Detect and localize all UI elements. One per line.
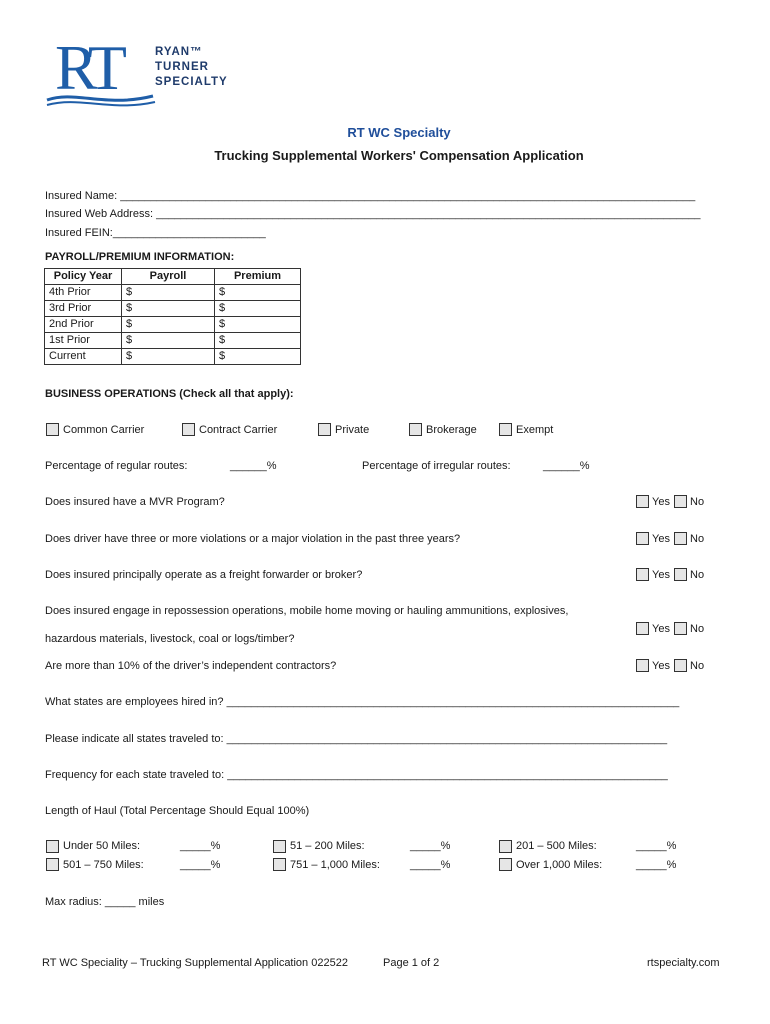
no-label: No [690, 569, 705, 581]
201-500-label: 201 – 500 Miles: [516, 840, 597, 852]
premium-cell[interactable]: $ [215, 349, 301, 365]
contractors-no-checkbox[interactable] [674, 659, 687, 672]
under-50-label: Under 50 Miles: [63, 840, 141, 852]
private-label: Private [335, 424, 370, 436]
policy-year-cell: 3rd Prior [45, 301, 122, 317]
yes-label: Yes [652, 623, 670, 635]
51-200-checkbox[interactable] [273, 840, 286, 853]
header-payroll: Payroll [122, 269, 215, 285]
footer-website: rtspecialty.com [647, 957, 720, 969]
common-carrier-checkbox[interactable] [46, 423, 59, 436]
violations-no-checkbox[interactable] [674, 532, 687, 545]
payroll-table [44, 268, 301, 365]
table-row [45, 285, 301, 301]
payroll-cell[interactable]: $ [122, 349, 215, 365]
question-contractors: Are more than 10% of the driver’s independent contractors? [45, 660, 337, 672]
operations-heading: BUSINESS OPERATIONS (Check all that apply): [45, 388, 294, 400]
logo-line-1: RYAN™ [155, 46, 203, 58]
header-premium: Premium [215, 269, 301, 285]
payroll-cell[interactable]: $ [122, 285, 215, 301]
question-hazardous-line1: Does insured engage in repossession operations, mobile home moving or hauling ammunitions, explosives, [45, 605, 569, 617]
policy-year-cell: 4th Prior [45, 285, 122, 301]
mvr-no-checkbox[interactable] [674, 495, 687, 508]
regular-routes-label: Percentage of regular routes: [45, 460, 188, 472]
footer-page-number: Page 1 of 2 [383, 957, 440, 969]
logo-line-3: SPECIALTY [155, 76, 228, 88]
irregular-routes-field[interactable]: ______% [543, 460, 590, 472]
common-carrier-label: Common Carrier [63, 424, 145, 436]
table-row [45, 317, 301, 333]
exempt-checkbox[interactable] [499, 423, 512, 436]
brokerage-label: Brokerage [426, 424, 477, 436]
yes-label: Yes [652, 660, 670, 672]
payroll-header-row [45, 269, 301, 285]
751-1000-label: 751 – 1,000 Miles: [290, 859, 380, 871]
policy-year-cell: 1st Prior [45, 333, 122, 349]
201-500-checkbox[interactable] [499, 840, 512, 853]
question-mvr: Does insured have a MVR Program? [45, 496, 225, 508]
501-750-label: 501 – 750 Miles: [63, 859, 144, 871]
question-hazardous-line2: hazardous materials, livestock, coal or logs/timber? [45, 633, 295, 645]
states-hired-field[interactable]: What states are employees hired in? __________________________________________________________________________ [45, 696, 680, 708]
table-row [45, 301, 301, 317]
yes-label: Yes [652, 569, 670, 581]
501-750-field[interactable]: _____% [180, 859, 221, 871]
regular-routes-field[interactable]: ______% [230, 460, 277, 472]
premium-cell[interactable]: $ [215, 317, 301, 333]
premium-cell[interactable]: $ [215, 285, 301, 301]
logo-line-2: TURNER [155, 61, 209, 73]
no-label: No [690, 496, 705, 508]
question-freight-forwarder: Does insured principally operate as a freight forwarder or broker? [45, 569, 363, 581]
footer-form-id: RT WC Speciality – Trucking Supplemental Application 022522 [42, 957, 348, 969]
under-50-field[interactable]: _____% [180, 840, 221, 852]
over-1000-checkbox[interactable] [499, 858, 512, 871]
over-1000-field[interactable]: _____% [636, 859, 677, 871]
no-label: No [690, 660, 705, 672]
exempt-label: Exempt [516, 424, 554, 436]
751-1000-field[interactable]: _____% [410, 859, 451, 871]
501-750-checkbox[interactable] [46, 858, 59, 871]
header-policy-year: Policy Year [45, 269, 122, 285]
table-row [45, 349, 301, 365]
premium-cell[interactable]: $ [215, 333, 301, 349]
over-1000-label: Over 1,000 Miles: [516, 859, 603, 871]
insured-web-field[interactable]: Insured Web Address: _________________________________________________________________________________________ [45, 208, 701, 220]
frequency-field[interactable]: Frequency for each state traveled to: ________________________________________________________________________ [45, 769, 668, 781]
mvr-yes-checkbox[interactable] [636, 495, 649, 508]
company-logo [45, 32, 235, 111]
logo-monogram: RT [55, 32, 121, 103]
brokerage-checkbox[interactable] [409, 423, 422, 436]
policy-year-cell: 2nd Prior [45, 317, 122, 333]
payroll-cell[interactable]: $ [122, 301, 215, 317]
form-title: RT WC Specialty [347, 125, 451, 140]
contract-carrier-checkbox[interactable] [182, 423, 195, 436]
insured-fein-field[interactable]: Insured FEIN:_________________________ [45, 227, 266, 239]
freight-yes-checkbox[interactable] [636, 568, 649, 581]
no-label: No [690, 533, 705, 545]
logo-wave-icon [45, 88, 160, 110]
policy-year-cell: Current [45, 349, 122, 365]
haul-heading: Length of Haul (Total Percentage Should Equal 100%) [45, 805, 310, 817]
freight-no-checkbox[interactable] [674, 568, 687, 581]
table-row [45, 333, 301, 349]
yes-label: Yes [652, 533, 670, 545]
51-200-field[interactable]: _____% [410, 840, 451, 852]
751-1000-checkbox[interactable] [273, 858, 286, 871]
payroll-cell[interactable]: $ [122, 333, 215, 349]
yes-label: Yes [652, 496, 670, 508]
payroll-heading: PAYROLL/PREMIUM INFORMATION: [45, 251, 235, 263]
premium-cell[interactable]: $ [215, 301, 301, 317]
contractors-yes-checkbox[interactable] [636, 659, 649, 672]
violations-yes-checkbox[interactable] [636, 532, 649, 545]
irregular-routes-label: Percentage of irregular routes: [362, 460, 511, 472]
hazardous-no-checkbox[interactable] [674, 622, 687, 635]
contract-carrier-label: Contract Carrier [199, 424, 278, 436]
states-traveled-field[interactable]: Please indicate all states traveled to: ________________________________________________________________________ [45, 733, 668, 745]
form-subtitle: Trucking Supplemental Workers' Compensation Application [214, 148, 584, 163]
hazardous-yes-checkbox[interactable] [636, 622, 649, 635]
201-500-field[interactable]: _____% [636, 840, 677, 852]
no-label: No [690, 623, 705, 635]
payroll-cell[interactable]: $ [122, 317, 215, 333]
max-radius-field[interactable]: Max radius: _____ miles [45, 896, 165, 908]
51-200-label: 51 – 200 Miles: [290, 840, 365, 852]
under-50-checkbox[interactable] [46, 840, 59, 853]
private-checkbox[interactable] [318, 423, 331, 436]
question-violations: Does driver have three or more violations or a major violation in the past three years? [45, 533, 461, 545]
insured-name-field[interactable]: Insured Name: ______________________________________________________________________________________________ [45, 190, 696, 202]
